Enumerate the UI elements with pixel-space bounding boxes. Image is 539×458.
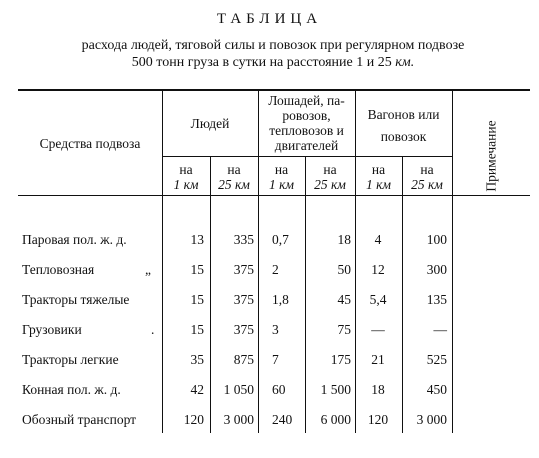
- cell-h25: 175: [330, 352, 351, 367]
- header-people: Людей: [190, 116, 230, 131]
- row-name: Тракторы легкие: [22, 352, 119, 367]
- cell-h25: 75: [337, 322, 351, 337]
- cell-w25: 100: [426, 232, 447, 247]
- cell-h25: 1 500: [320, 382, 351, 397]
- cell-h1: 60: [272, 382, 286, 397]
- cell-p25: 3 000: [223, 412, 254, 427]
- cell-w1: 12: [371, 262, 385, 277]
- cell-p1: 15: [190, 262, 204, 277]
- cell-w25: 525: [426, 352, 447, 367]
- cell-p25: 875: [233, 352, 254, 367]
- cell-h1: 1,8: [272, 292, 289, 307]
- row-name: Грузовики: [22, 322, 82, 337]
- subheader-dist: 25 км: [314, 177, 346, 192]
- group-header-rule: [162, 156, 452, 157]
- header-horses-line-3: тепловозов и: [269, 123, 344, 138]
- cell-h25: 18: [337, 232, 351, 247]
- subheader-dist: 1 км: [365, 177, 392, 192]
- table-top-rule: [18, 89, 530, 91]
- header-horses-line-4: двигателей: [274, 138, 339, 153]
- cell-p1: 15: [190, 292, 204, 307]
- subheader-dist: 1 км: [268, 177, 295, 192]
- subtitle-line-2-unit: км.: [395, 55, 415, 70]
- header-note-text: Примечание: [484, 120, 499, 192]
- cell-w25: 300: [426, 262, 447, 277]
- row-ditto-mark: „: [145, 262, 151, 277]
- cell-w25: 135: [426, 292, 447, 307]
- cell-h1: 2: [272, 262, 279, 277]
- cell-w25: —: [433, 322, 447, 337]
- cell-w1: —: [371, 322, 385, 337]
- table-subtitle: [18, 37, 528, 71]
- cell-p25: 375: [233, 292, 254, 307]
- header-note: [455, 91, 529, 221]
- row-name: Конная пол. ж. д.: [22, 382, 121, 397]
- cell-h25: 50: [337, 262, 351, 277]
- subheader-wagons-25km: [402, 162, 452, 192]
- cell-w1: 120: [367, 412, 389, 427]
- cell-p1: 42: [190, 382, 204, 397]
- cell-w25: 3 000: [416, 412, 447, 427]
- cell-p1: 120: [183, 412, 204, 427]
- cell-p1: 13: [190, 232, 204, 247]
- subheader-na: на: [323, 162, 337, 177]
- subheader-people-25km: [210, 162, 258, 192]
- subheader-na: на: [274, 162, 289, 177]
- subheader-dist: 1 км: [173, 177, 199, 192]
- header-horses: [258, 93, 355, 153]
- cell-w1: 4: [374, 232, 382, 247]
- page-title: ТАБЛИЦА: [216, 11, 323, 27]
- subheader-horses-1km: [258, 162, 305, 192]
- subheader-people-1km: [162, 162, 210, 192]
- header-wagons: [355, 104, 452, 148]
- subtitle-line-1: расхода людей, тяговой силы и повозок при регулярном подвозе: [81, 38, 465, 53]
- cell-w1: 5,4: [369, 292, 387, 307]
- header-horses-line-1: Лошадей, па-: [268, 93, 345, 108]
- header-horses-line-2: ровозов,: [282, 108, 331, 123]
- cell-p25: 1 050: [223, 382, 254, 397]
- cell-p25: 335: [233, 232, 254, 247]
- col-divider-7: [452, 90, 453, 433]
- header-wagons-line-2: повозок: [380, 129, 427, 144]
- subheader-na: на: [371, 162, 386, 177]
- subheader-wagons-1km: [355, 162, 402, 192]
- subtitle-line-2-text: 500 тонн груза в сутки на расстояние 1 и 25: [131, 55, 396, 70]
- header-bottom-rule: [18, 195, 530, 196]
- row-name: Тепловозная: [22, 262, 95, 277]
- subheader-dist: 25 км: [218, 177, 250, 192]
- cell-h1: 3: [272, 322, 279, 337]
- cell-p1: 15: [190, 322, 204, 337]
- cell-h25: 45: [337, 292, 351, 307]
- subheader-na: на: [227, 162, 241, 177]
- cell-h1: 240: [272, 412, 293, 427]
- subtitle-line-2: [18, 54, 528, 71]
- subheader-horses-25km: [305, 162, 355, 192]
- cell-w1: 18: [371, 382, 385, 397]
- cell-p1: 35: [190, 352, 204, 367]
- cell-w25: 450: [426, 382, 447, 397]
- row-name: Паровая пол. ж. д.: [22, 232, 127, 247]
- cell-p25: 375: [233, 322, 254, 337]
- subheader-dist: 25 км: [411, 177, 443, 192]
- header-wagons-line-1: Вагонов или: [367, 107, 440, 122]
- subheader-na: на: [420, 162, 434, 177]
- cell-h1: 7: [272, 352, 279, 367]
- row-name: Обозный транспорт: [22, 412, 137, 427]
- cell-p25: 375: [233, 262, 254, 277]
- header-means: Средства подвоза: [39, 136, 141, 151]
- row-name: Тракторы тяжелые: [22, 292, 130, 307]
- cell-h1: 0,7: [272, 232, 289, 247]
- row-ditto-mark: .: [151, 322, 155, 337]
- cell-w1: 21: [371, 352, 385, 367]
- subheader-na: на: [179, 162, 193, 177]
- cell-h25: 6 000: [320, 412, 351, 427]
